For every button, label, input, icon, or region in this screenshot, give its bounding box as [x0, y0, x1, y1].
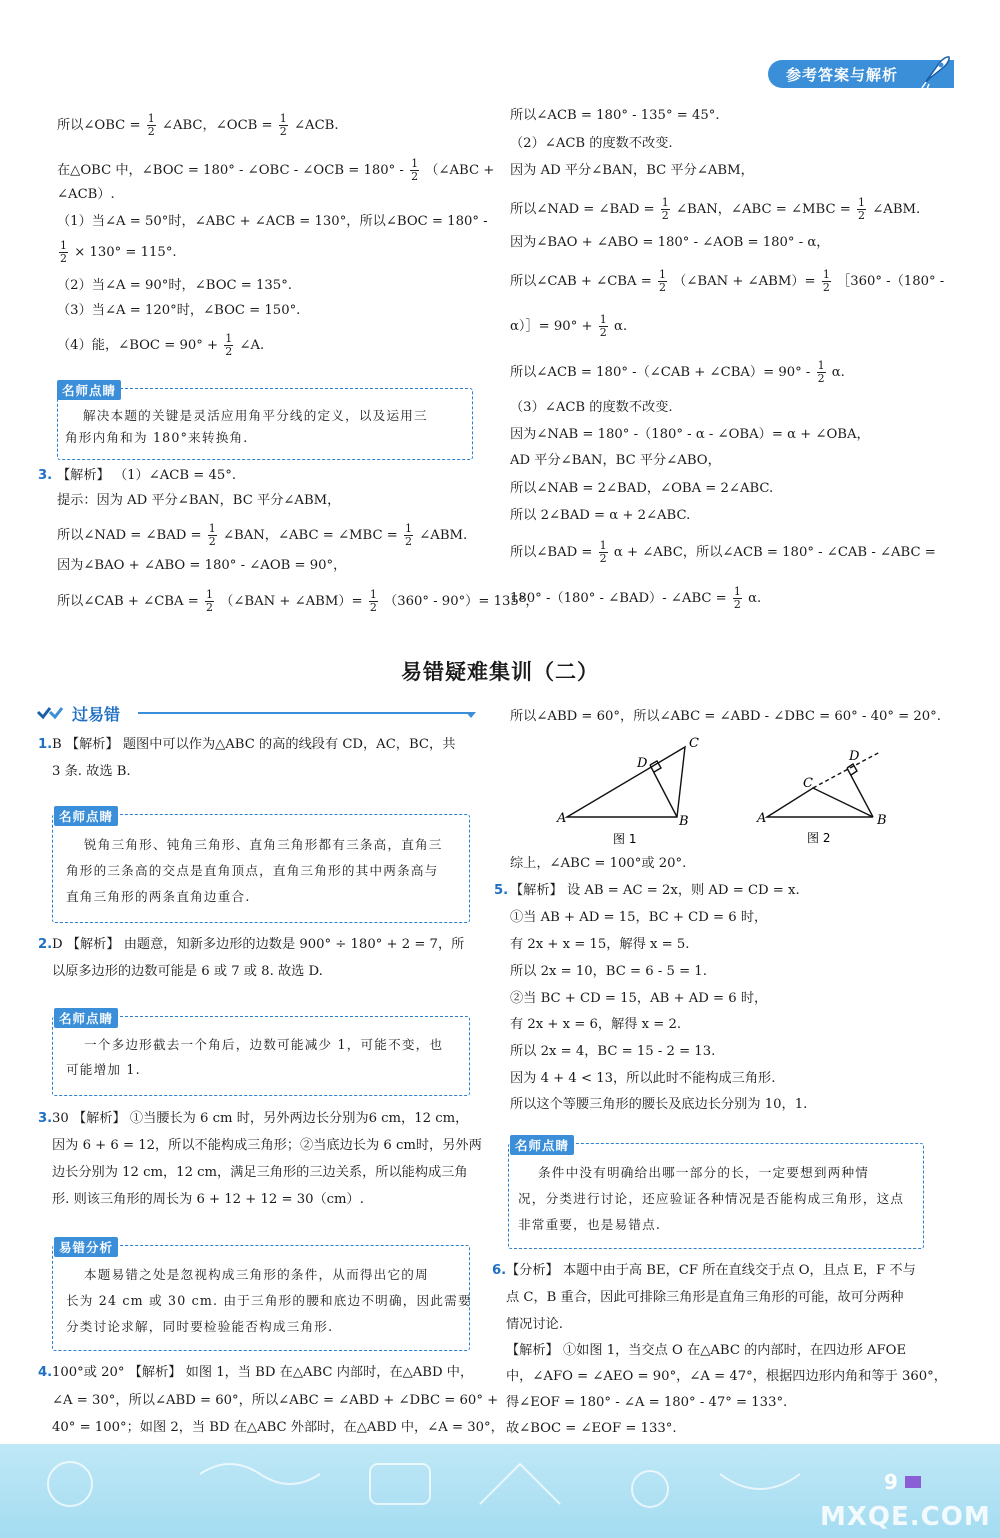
fraction: $\frac{1}{2}$: [208, 522, 216, 548]
point-label-B: B: [877, 813, 887, 828]
text-line: ∠ACB）.: [57, 187, 115, 202]
fraction: $\frac{1}{2}$: [658, 268, 666, 294]
text-line: 所以∠CAB + ∠CBA = $\frac{1}{2}$ （∠BAN + ∠ABM）= $\frac{1}{2}$ ［360° -（180° -: [510, 268, 945, 294]
text-line: 形. 则该三角形的周长为 6 + 12 + 12 = 30（cm）.: [52, 1192, 364, 1207]
text-line: 所以∠CAB + ∠CBA = $\frac{1}{2}$ （∠BAN + ∠ABM）= $\frac{1}{2}$ （360° - 90°）= 135°，: [57, 588, 539, 614]
text-line: 因为∠BAO + ∠ABO = 180° - ∠AOB = 180° - α，: [510, 235, 830, 250]
point-label-D: D: [637, 756, 648, 771]
text-line: （4）能，∠BOC = 90° + $\frac{1}{2}$ ∠A.: [57, 332, 265, 358]
text-line: 所以这个等腰三角形的腰长及底边长分别为 10，1.: [510, 1097, 808, 1112]
header-badge-text: 参考答案与解析: [786, 66, 899, 84]
question-number: 3.: [38, 468, 53, 483]
text-line: （3）∠ACB 的度数不改变.: [510, 400, 673, 415]
text-line: 100°或 20° 【解析】 如图 1，当 BD 在△ABC 内部时，在△ABD 中，: [52, 1365, 474, 1380]
tip-text: 一个多边形截去一个角后，边数可能减少 1，可能不变，也: [84, 1037, 444, 1052]
text-line: 所以∠NAB = 2∠BAD，∠OBA = 2∠ABC.: [510, 481, 774, 496]
question-number: 6.: [492, 1263, 507, 1278]
point-label-C: C: [689, 736, 699, 751]
page-number: 9: [884, 1470, 898, 1494]
fraction: $\frac{1}{2}$: [733, 585, 741, 611]
fraction: $\frac{1}{2}$: [369, 588, 377, 614]
text-line: α）］= 90° + $\frac{1}{2}$ α.: [510, 313, 628, 339]
text-line: D 【解析】 由题意，知新多边形的边数是 900° ÷ 180° + 2 = 7，所: [52, 937, 465, 952]
point-label-A: A: [557, 811, 567, 826]
error-analysis-tag: 易错分析: [54, 1237, 118, 1257]
text-line: 30 【解析】 ①当腰长为 6 cm 时，另外两边长分别为6 cm，12 cm，: [52, 1111, 469, 1126]
tip-text: 角形内角和为 180°来转换角.: [65, 430, 249, 445]
tip-tag: 名师点睛: [54, 1008, 118, 1028]
text-line: AD 平分∠BAN，BC 平分∠ABO，: [510, 453, 721, 468]
tip-text: 长为 24 cm 或 30 cm. 由于三角形的腰和底边不明确，因此需要: [66, 1293, 472, 1308]
question-number: 1.: [38, 737, 53, 752]
fraction: $\frac{1}{2}$: [147, 112, 155, 138]
tip-text: 角形的三条高的交点是直角顶点，直角三角形的其中两条高与: [66, 863, 439, 878]
text-line: 边长分别为 12 cm，12 cm，满足三角形的三边关系，所以能构成三角: [52, 1165, 468, 1180]
tip-tag: 名师点睛: [57, 380, 121, 400]
section-title: 易错疑难集训（二）: [401, 660, 599, 684]
point-label-C: C: [803, 776, 813, 791]
fraction: $\frac{1}{2}$: [225, 332, 233, 358]
tip-text: 非常重要，也是易错点.: [518, 1217, 662, 1232]
text-line: 所以 2x = 10，BC = 6 - 5 = 1.: [510, 964, 707, 979]
text-line: 【分析】 本题中由于高 BE，CF 所在直线交于点 O，且点 E，F 不与: [506, 1263, 916, 1278]
text-line: 情况讨论.: [506, 1317, 563, 1332]
text-line: ①当 AB + AD = 15，BC + CD = 6 时，: [510, 910, 768, 925]
text-line: 有 2x + x = 15，解得 x = 5.: [510, 937, 690, 952]
fraction: $\frac{1}{2}$: [279, 112, 287, 138]
text-line: 所以∠BAD = $\frac{1}{2}$ α + ∠ABC，所以∠ACB = 180° - ∠CAB - ∠ABC =: [510, 539, 936, 565]
text-line: 有 2x + x = 6，解得 x = 2.: [510, 1017, 682, 1032]
text-line: 因为∠NAB = 180° -（180° - α - ∠OBA）= α + ∠OBA，: [510, 427, 870, 442]
tip-text: 可能增加 1.: [66, 1062, 141, 1077]
fraction: $\frac{1}{2}$: [858, 196, 866, 222]
divider: [138, 712, 470, 714]
text-line: 提示：因为 AD 平分∠BAN，BC 平分∠ABM，: [57, 493, 341, 508]
text-line: 【解析】 ①如图 1，当交点 O 在△ABC 的内部时，在四边形 AFOE: [506, 1343, 907, 1358]
text-line: $\frac{1}{2}$ × 130° = 115°.: [60, 239, 177, 265]
fraction: $\frac{1}{2}$: [661, 196, 669, 222]
text-line: 【解析】 设 AB = AC = 2x，则 AD = CD = x.: [510, 883, 800, 898]
question-number: 5.: [494, 883, 509, 898]
tip-text: 况，分类进行讨论，还应验证各种情况是否能构成三角形，这点: [518, 1191, 905, 1206]
text-line: 180° -（180° - ∠BAD）- ∠ABC = $\frac{1}{2}$ α.: [510, 585, 762, 611]
figure-caption: 图 1: [613, 832, 637, 846]
text-line: 3 条. 故选 B.: [52, 764, 131, 779]
text-line: 故∠BOC = ∠EOF = 133°.: [506, 1421, 677, 1436]
tip-text: 解决本题的关键是灵活应用角平分线的定义，以及运用三: [83, 408, 428, 423]
text-line: 以原多边形的边数可能是 6 或 7 或 8. 故选 D.: [52, 964, 323, 979]
question-number: 2.: [38, 937, 53, 952]
triangle-figure-1: [555, 735, 715, 850]
text-line: 【解析】 （1）∠ACB = 45°.: [57, 468, 237, 483]
text-line: 所以∠ACB = 180° -（∠CAB + ∠CBA）= 90° - $\frac{1}{2}$ α.: [510, 359, 845, 385]
text-line: 因为 6 + 6 = 12，所以不能构成三角形；②当底边长为 6 cm时，另外两: [52, 1138, 482, 1153]
triangle-down-icon: [466, 712, 476, 718]
text-line: 所以∠ACB = 180° - 135° = 45°.: [510, 108, 720, 123]
text-line: （2）当∠A = 90°时，∠BOC = 135°.: [57, 278, 292, 293]
text-line: 因为 AD 平分∠BAN，BC 平分∠ABM，: [510, 163, 754, 178]
text-line: 所以∠NAD = ∠BAD = $\frac{1}{2}$ ∠BAN，∠ABC = ∠MBC = $\frac{1}{2}$ ∠ABM.: [510, 196, 921, 222]
text-line: 40° = 100°；如图 2，当 BD 在△ABC 外部时，在△ABD 中，∠A = 30°，: [52, 1420, 504, 1435]
tip-text: 直角三角形的两条直角边重合.: [66, 889, 251, 904]
text-line: 因为∠BAO + ∠ABO = 180° - ∠AOB = 90°，: [57, 558, 347, 573]
tip-tag: 名师点睛: [510, 1135, 574, 1155]
text-line: 所以 2∠BAD = α + 2∠ABC.: [510, 508, 691, 523]
tip-text: 条件中没有明确给出哪一部分的长，一定要想到两种情: [538, 1165, 870, 1180]
text-line: （2）∠ACB 的度数不改变.: [510, 136, 673, 151]
fraction: $\frac{1}{2}$: [822, 268, 830, 294]
text-line: （3）当∠A = 120°时，∠BOC = 150°.: [57, 303, 301, 318]
fraction: $\frac{1}{2}$: [205, 588, 213, 614]
text-line: B 【解析】 题图中可以作为△ABC 的高的线段有 CD，AC，BC，共: [52, 737, 456, 752]
text-line: 所以∠OBC = $\frac{1}{2}$ ∠ABC，∠OCB = $\frac{1}{2}$ ∠ACB.: [57, 112, 339, 138]
question-number: 4.: [38, 1365, 53, 1380]
figure-caption: 图 2: [807, 831, 831, 845]
text-line: ∠A = 30°，所以∠ABD = 60°，所以∠ABC = ∠ABD + ∠DBC = 60° +: [52, 1393, 499, 1408]
sub-header-text: 过易错: [72, 705, 121, 724]
text-line: 因为 4 + 4 < 13，所以此时不能构成三角形.: [510, 1071, 776, 1086]
tip-tag: 名师点睛: [54, 806, 118, 826]
watermark: MXQE.COM: [820, 1502, 991, 1532]
fraction: $\frac{1}{2}$: [599, 539, 607, 565]
fraction: $\frac{1}{2}$: [817, 359, 825, 385]
text-line: 中，∠AFO = ∠AEO = 90°，∠A = 47°，根据四边形内角和等于 360°，: [506, 1369, 947, 1384]
checkmark-icon: [36, 704, 68, 724]
fraction: $\frac{1}{2}$: [405, 522, 413, 548]
fraction: $\frac{1}{2}$: [60, 239, 67, 265]
sub-header: [36, 702, 476, 724]
rocket-icon: [918, 54, 952, 94]
text-line: 在△OBC 中，∠BOC = 180° - ∠OBC - ∠OCB = 180° - $\frac{1}{2}$ （∠ABC +: [57, 157, 495, 183]
text-line: （1）当∠A = 50°时，∠ABC + ∠ACB = 130°，所以∠BOC = 180° -: [57, 214, 488, 229]
text-line: 所以∠ABD = 60°，所以∠ABC = ∠ABD - ∠DBC = 60° - 40° = 20°.: [510, 709, 941, 724]
question-number: 3.: [38, 1111, 53, 1126]
text-line: 所以 2x = 4，BC = 15 - 2 = 13.: [510, 1044, 716, 1059]
text-line: 所以∠NAD = ∠BAD = $\frac{1}{2}$ ∠BAN，∠ABC = ∠MBC = $\frac{1}{2}$ ∠ABM.: [57, 522, 468, 548]
tip-text: 锐角三角形、钝角三角形、直角三角形都有三条高，直角三: [84, 837, 443, 852]
tip-text: 本题易错之处是忽视构成三角形的条件，从而得出它的周: [84, 1267, 429, 1282]
tip-text: 分类讨论求解，同时要检验能否构成三角形.: [66, 1319, 334, 1334]
fraction: $\frac{1}{2}$: [599, 313, 607, 339]
point-label-A: A: [757, 811, 767, 826]
point-label-B: B: [679, 814, 689, 829]
header-badge: [768, 60, 954, 88]
triangle-figure-2: [755, 740, 915, 850]
text-line: 综上，∠ABC = 100°或 20°.: [510, 856, 687, 871]
point-label-D: D: [849, 749, 860, 764]
text-line: ②当 BC + CD = 15，AB + AD = 6 时，: [510, 991, 768, 1006]
fraction: $\frac{1}{2}$: [411, 157, 419, 183]
text-line: 得∠EOF = 180° - ∠A = 180° - 47° = 133°.: [506, 1395, 788, 1410]
text-line: 点 C，B 重合，因此可排除三角形是直角三角形的可能，故可分两种: [506, 1290, 904, 1305]
page-marker: [905, 1476, 921, 1488]
footer-band: [0, 1444, 1000, 1538]
